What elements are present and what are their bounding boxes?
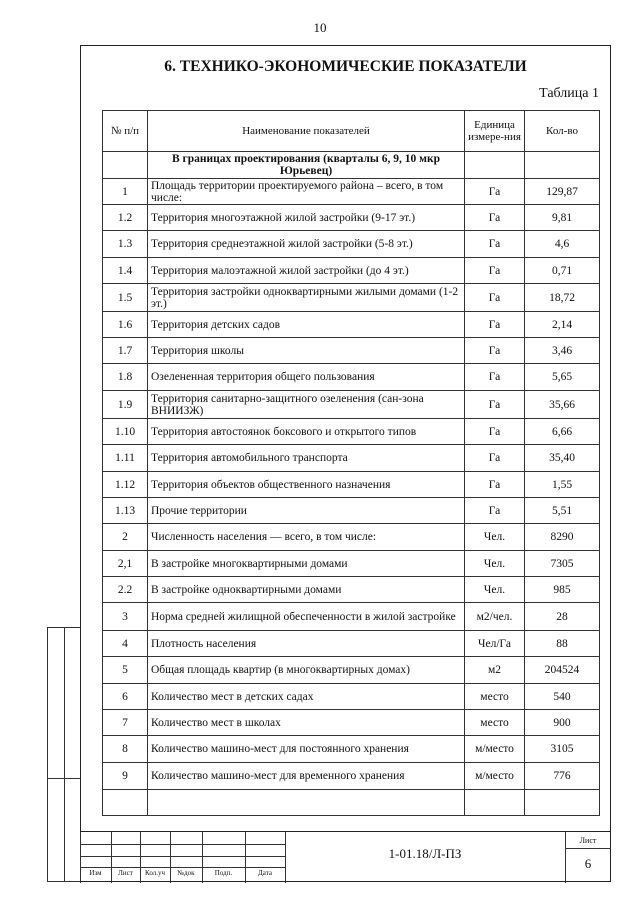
- row-num: 1.8: [103, 364, 148, 391]
- row-unit: Га: [465, 391, 525, 419]
- row-num: 1.11: [103, 445, 148, 472]
- row-unit: Га: [465, 284, 525, 312]
- row-value: 3105: [525, 736, 600, 763]
- table-row: [103, 231, 600, 258]
- stamp-caption-ndok: №док: [177, 869, 195, 877]
- table-row: [103, 763, 600, 790]
- row-value: 900: [525, 710, 600, 736]
- row-value: 0,71: [525, 258, 600, 284]
- row-name: Территория автомобильного транспорта: [148, 445, 465, 472]
- title-block: [80, 831, 611, 882]
- row-num: 5: [103, 657, 148, 684]
- row-unit: м/место: [465, 736, 525, 763]
- row-num: 4: [103, 631, 148, 657]
- table-row: [103, 631, 600, 657]
- row-unit: Чел/Га: [465, 631, 525, 657]
- row-name: Озелененная территория общего пользования: [148, 364, 465, 391]
- row-name: Территория среднеэтажной жилой застройки (5-8 эт.): [148, 231, 465, 258]
- document-code: 1-01.18/Л-ПЗ: [388, 846, 462, 861]
- table-row: [103, 445, 600, 472]
- row-value: 6,66: [525, 419, 600, 445]
- row-value: 28: [525, 603, 600, 631]
- table-row: [103, 603, 600, 631]
- row-unit: Га: [465, 231, 525, 258]
- table-row: [103, 657, 600, 684]
- stamp-caption-koluch: Кол.уч: [145, 869, 165, 877]
- row-value: 8290: [525, 524, 600, 551]
- row-value: 5,51: [525, 498, 600, 524]
- row-num: 1: [103, 179, 148, 205]
- row-name: Территория детских садов: [148, 312, 465, 338]
- row-num: 9: [103, 763, 148, 790]
- row-unit: Чел.: [465, 577, 525, 603]
- header-name: Наименование показателей: [148, 111, 465, 152]
- row-value: 2,14: [525, 312, 600, 338]
- row-num: 1.9: [103, 391, 148, 419]
- row-value: 4,6: [525, 231, 600, 258]
- row-name: Количество мест в детских садах: [148, 684, 465, 710]
- row-unit: место: [465, 710, 525, 736]
- row-name: Количество мест в школах: [148, 710, 465, 736]
- row-num: 2: [103, 524, 148, 551]
- row-unit: Чел.: [465, 551, 525, 577]
- sheet-number: 6: [584, 856, 592, 871]
- row-value: 35,40: [525, 445, 600, 472]
- row-num: 1.2: [103, 205, 148, 231]
- table-row: [103, 205, 600, 231]
- row-num: 7: [103, 710, 148, 736]
- row-value: 5,65: [525, 364, 600, 391]
- table-row: [103, 284, 600, 312]
- row-num: 1.3: [103, 231, 148, 258]
- row-value: 18,72: [525, 284, 600, 312]
- table-row: [103, 524, 600, 551]
- indicators-table: [102, 110, 600, 816]
- row-name: Плотность населения: [148, 631, 465, 657]
- row-name: Норма средней жилищной обеспеченности в жилой застройке: [148, 603, 465, 631]
- table-row: [103, 577, 600, 603]
- row-num: 1.5: [103, 284, 148, 312]
- row-unit: место: [465, 684, 525, 710]
- row-unit: Га: [465, 179, 525, 205]
- row-num: 1.6: [103, 312, 148, 338]
- row-unit: Га: [465, 312, 525, 338]
- table-row: [103, 391, 600, 419]
- row-value: 1,55: [525, 472, 600, 498]
- row-value: 129,87: [525, 179, 600, 205]
- stamp-caption-izm: Изм: [89, 869, 102, 877]
- table-row: [103, 364, 600, 391]
- row-unit: Га: [465, 445, 525, 472]
- row-unit: м2: [465, 657, 525, 684]
- table-row: [103, 338, 600, 364]
- sheet-caption: Лист: [579, 836, 597, 845]
- row-num: 1.12: [103, 472, 148, 498]
- row-unit: Чел.: [465, 524, 525, 551]
- row-num: 8: [103, 736, 148, 763]
- row-num: 2.2: [103, 577, 148, 603]
- table-row-empty: [103, 790, 600, 816]
- row-unit: м/место: [465, 763, 525, 790]
- row-name: Общая площадь квартир (в многоквартирных домах): [148, 657, 465, 684]
- page-title: 6. ТЕХНИКО-ЭКОНОМИЧЕСКИЕ ПОКАЗАТЕЛИ: [164, 58, 527, 75]
- row-name: Количество машино-мест для временного хранения: [148, 763, 465, 790]
- row-name: Территория школы: [148, 338, 465, 364]
- row-name: Площадь территории проектируемого района – всего, в том числе:: [148, 179, 465, 205]
- row-unit: Га: [465, 419, 525, 445]
- row-num: 2,1: [103, 551, 148, 577]
- row-value: 540: [525, 684, 600, 710]
- row-value: 35,66: [525, 391, 600, 419]
- stamp-caption-podp: Подп.: [214, 869, 233, 877]
- table-row: [103, 258, 600, 284]
- row-value: 9,81: [525, 205, 600, 231]
- row-value: 985: [525, 577, 600, 603]
- row-name: Территория многоэтажной жилой застройки (9-17 эт.): [148, 205, 465, 231]
- row-name: Территория санитарно-защитного озеленения (сан-зона ВНИИЗЖ): [148, 391, 465, 419]
- row-unit: Га: [465, 338, 525, 364]
- row-name: Прочие территории: [148, 498, 465, 524]
- table-row: [103, 419, 600, 445]
- table-row: [103, 312, 600, 338]
- header-num: № п/п: [103, 111, 148, 152]
- row-name: Количество машино-мест для постоянного хранения: [148, 736, 465, 763]
- row-num: 1.10: [103, 419, 148, 445]
- row-name: Территория застройки одноквартирными жилыми домами (1-2 эт.): [148, 284, 465, 312]
- table-header-row: [103, 111, 600, 152]
- row-num: 1.13: [103, 498, 148, 524]
- table-row: [103, 710, 600, 736]
- row-unit: Га: [465, 258, 525, 284]
- row-value: 776: [525, 763, 600, 790]
- row-name: Численность населения — всего, в том числе:: [148, 524, 465, 551]
- row-unit: Га: [465, 364, 525, 391]
- side-stamp-strip: [47, 627, 80, 882]
- page-number: 10: [313, 20, 327, 35]
- row-num: 1.7: [103, 338, 148, 364]
- row-name: Территория объектов общественного назначения: [148, 472, 465, 498]
- table-row: [103, 551, 600, 577]
- table-label: Таблица 1: [539, 86, 599, 101]
- table-row: [103, 498, 600, 524]
- row-name: В застройке многоквартирными домами: [148, 551, 465, 577]
- stamp-caption-data: Дата: [258, 869, 272, 877]
- table-row: [103, 179, 600, 205]
- row-num: 1.4: [103, 258, 148, 284]
- row-num: 3: [103, 603, 148, 631]
- row-name: Территория автостоянок боксового и открытого типов: [148, 419, 465, 445]
- stamp-caption-list: Лист: [118, 869, 133, 877]
- row-value: 7305: [525, 551, 600, 577]
- row-num: 6: [103, 684, 148, 710]
- section-row: [103, 152, 600, 179]
- header-value: Кол-во: [525, 111, 600, 152]
- row-value: 3,46: [525, 338, 600, 364]
- header-unit: Единица измере-ния: [465, 111, 525, 152]
- table-row: [103, 684, 600, 710]
- row-name: В застройке одноквартирными домами: [148, 577, 465, 603]
- row-unit: м2/чел.: [465, 603, 525, 631]
- row-unit: Га: [465, 472, 525, 498]
- row-value: 204524: [525, 657, 600, 684]
- row-value: 88: [525, 631, 600, 657]
- row-unit: Га: [465, 498, 525, 524]
- table-row: [103, 736, 600, 763]
- section-title: В границах проектирования (кварталы 6, 9, 10 мкр Юрьевец): [148, 152, 465, 179]
- row-unit: Га: [465, 205, 525, 231]
- table-row: [103, 472, 600, 498]
- row-name: Территория малоэтажной жилой застройки (до 4 эт.): [148, 258, 465, 284]
